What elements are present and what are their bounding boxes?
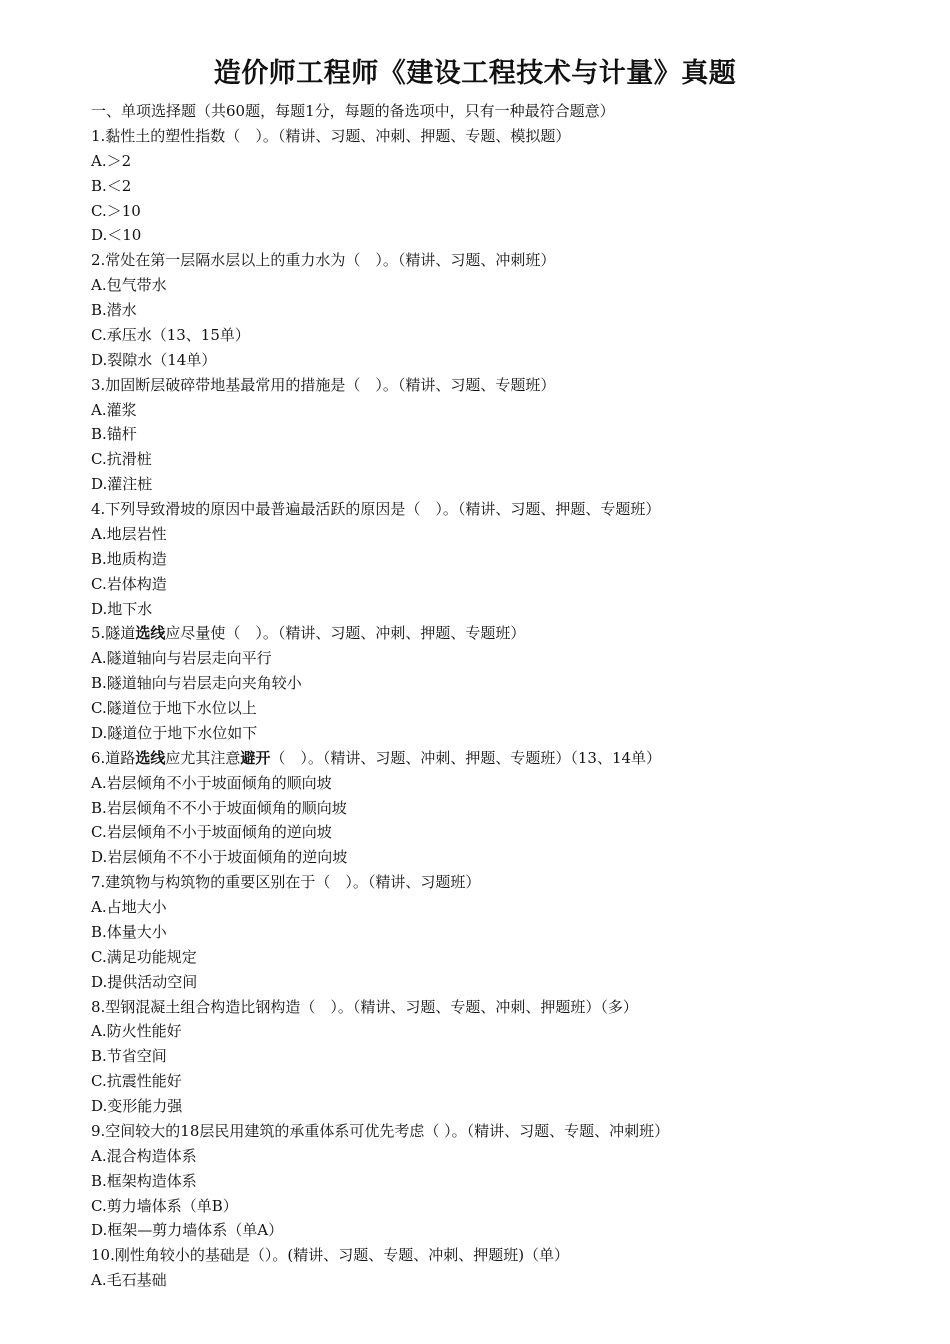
option-d: D.岩层倾角不不小于坡面倾角的逆向坡	[91, 848, 348, 867]
option-b: B.体量大小	[91, 922, 167, 941]
stem-text: 5.隧道	[91, 624, 136, 643]
stem-bold-text: 选线	[135, 748, 166, 767]
option-a: A.灌浆	[91, 400, 137, 419]
option-c: C.承压水（13、15单）	[91, 325, 250, 344]
option-b: B.＜2	[91, 176, 132, 195]
option-c: C.岩层倾角不小于坡面倾角的逆向坡	[91, 823, 332, 842]
stem-text: （ ）。（精讲、习题、冲刺、押题、专题班）（13、14单）	[270, 748, 662, 767]
option-b: B.框架构造体系	[91, 1171, 197, 1190]
stem-text: 应尤其注意	[165, 748, 241, 767]
option-b: B.隧道轴向与岩层走向夹角较小	[91, 674, 302, 693]
option-c: C.抗震性能好	[91, 1072, 182, 1091]
option-c: C.剪力墙体系（单B）	[91, 1196, 238, 1215]
option-a: A.地层岩性	[91, 524, 167, 543]
question-stem: 3.加固断层破碎带地基最常用的措施是（ ）。（精讲、习题、专题班）	[91, 375, 556, 394]
option-a: A.包气带水	[91, 276, 167, 295]
option-d: D.提供活动空间	[91, 972, 198, 991]
question-stem: 8.型钢混凝土组合构造比钢构造（ ）。（精讲、习题、专题、冲刺、押题班）（多）	[91, 997, 638, 1016]
option-c: C.隧道位于地下水位以上	[91, 699, 257, 717]
question-stem: 7.建筑物与构筑物的重要区别在于（ ）。（精讲、习题班）	[91, 873, 481, 892]
option-a: A.毛石基础	[91, 1271, 167, 1290]
option-d: D.地下水	[91, 599, 153, 618]
option-d: D.＜10	[91, 226, 142, 245]
option-d: D.隧道位于地下水位如下	[91, 723, 258, 742]
question-list	[91, 99, 921, 1293]
stem-text: 应尽量使（ ）。（精讲、习题、冲刺、押题、专题班）	[165, 624, 526, 643]
option-a: A.隧道轴向与岩层走向平行	[91, 649, 272, 668]
option-d: D.裂隙水（14单）	[91, 350, 217, 369]
stem-bold-text: 避开	[240, 748, 271, 767]
option-b: B.节省空间	[91, 1047, 167, 1066]
question-stem: 10.刚性角较小的基础是（）。(精讲、习题、专题、冲刺、押题班)（单）	[91, 1246, 570, 1265]
option-b: B.锚杆	[91, 425, 137, 444]
option-b: B.地质构造	[91, 549, 167, 568]
question-stem: 2.常处在第一层隔水层以上的重力水为（ ）。（精讲、习题、冲刺班）	[91, 251, 556, 270]
option-d: D.框架—剪力墙体系（单A）	[91, 1221, 284, 1240]
option-b: B.岩层倾角不不小于坡面倾角的顺向坡	[91, 798, 347, 817]
option-c: C.满足功能规定	[91, 947, 197, 966]
question-stem: 4.下列导致滑坡的原因中最普遍最活跃的原因是（ ）。（精讲、习题、押题、专题班）	[91, 500, 661, 518]
option-c: C.＞10	[91, 201, 141, 220]
option-d: D.变形能力强	[91, 1097, 183, 1115]
document-title: 造价师工程师《建设工程技术与计量》真题	[213, 58, 737, 89]
option-c: C.岩体构造	[91, 574, 167, 593]
question-stem: 9.空间较大的18层民用建筑的承重体系可优先考虑（ ）。（精讲、习题、专题、冲刺班）	[91, 1121, 670, 1140]
stem-text: 6.道路	[91, 748, 136, 767]
question-stem: 1.黏性土的塑性指数（ ）。（精讲、习题、冲刺、押题、专题、模拟题）	[91, 126, 571, 145]
option-a: A.防火性能好	[91, 1022, 182, 1041]
stem-bold-text: 选线	[135, 624, 166, 643]
option-d: D.灌注桩	[91, 475, 153, 494]
option-a: A.混合构造体系	[91, 1146, 197, 1165]
option-a: A.占地大小	[91, 898, 167, 916]
option-b: B.潜水	[91, 301, 137, 319]
option-a: A.岩层倾角不小于坡面倾角的顺向坡	[91, 773, 332, 792]
question-stem	[91, 746, 921, 771]
section-heading: 一、单项选择题（共60题，每题1分，每题的备选项中，只有一种最符合题意）	[91, 102, 615, 120]
question-stem	[91, 621, 921, 646]
option-c: C.抗滑桩	[91, 450, 152, 469]
option-a: A.＞2	[91, 151, 132, 170]
